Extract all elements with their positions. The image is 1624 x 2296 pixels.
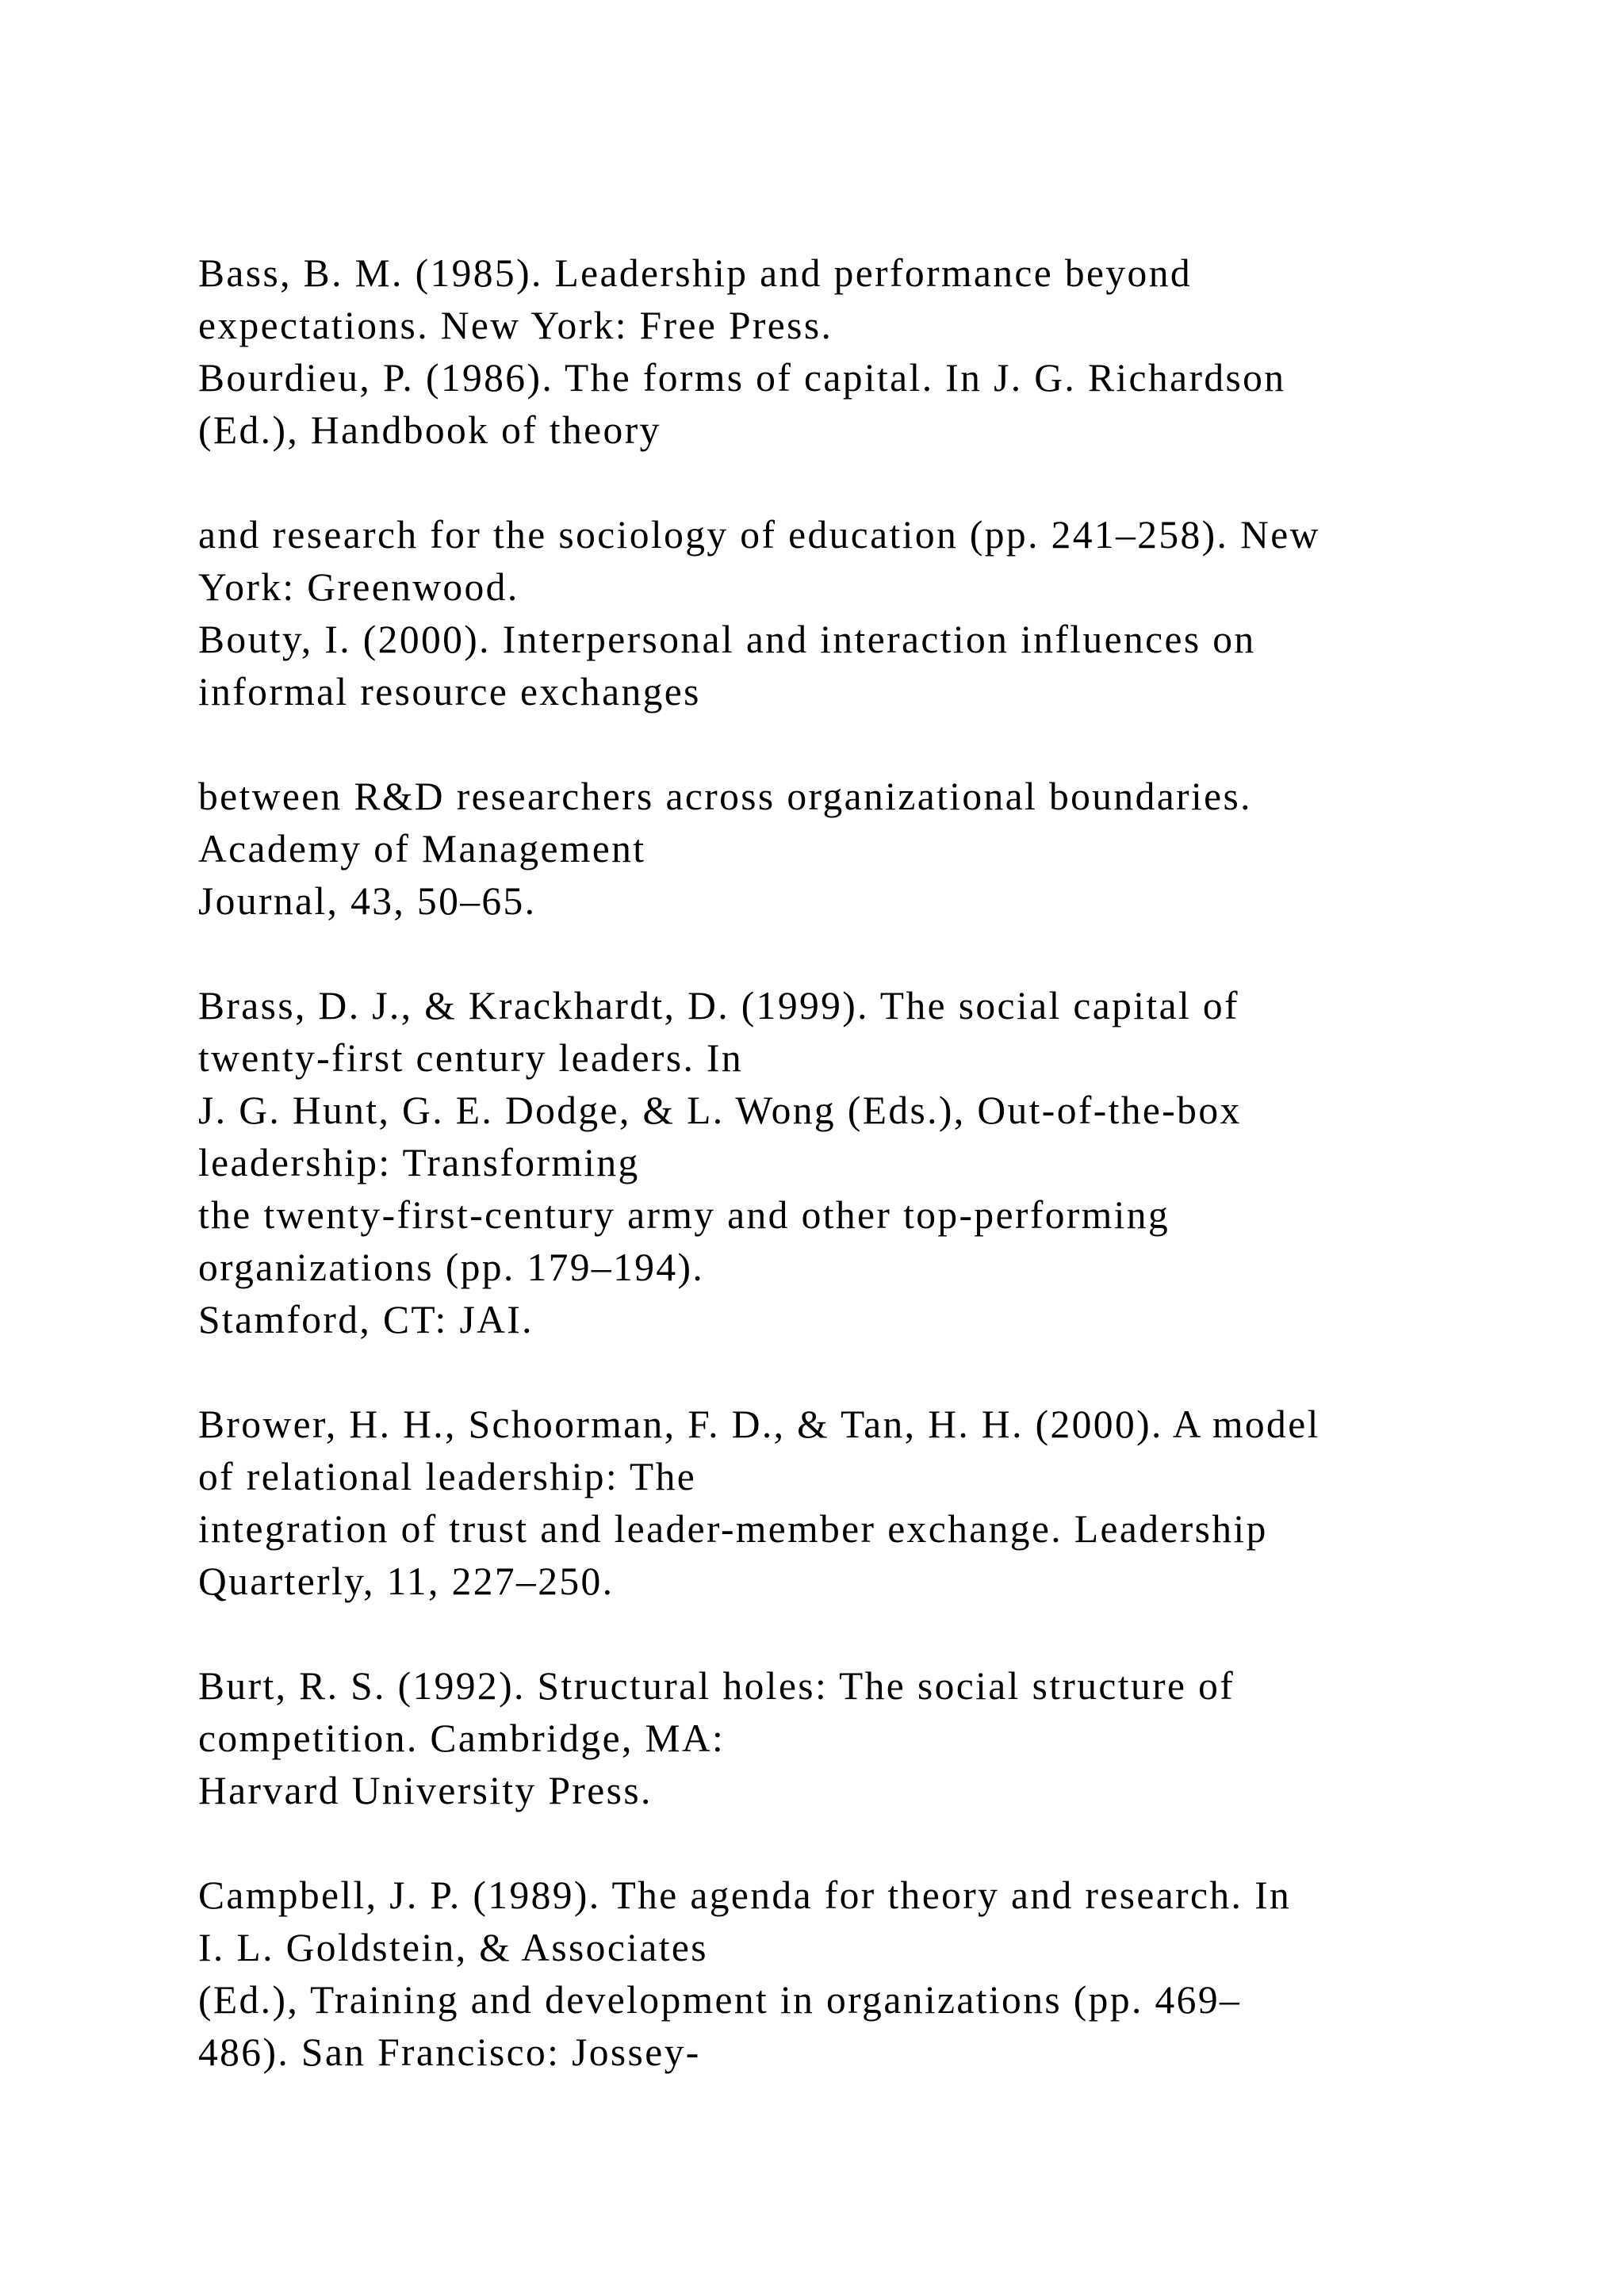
- reference-text-line: (Ed.), Handbook of theory: [198, 408, 661, 452]
- reference-text-line: the twenty-first-century army and other top-performing: [198, 1193, 1170, 1237]
- blank-line: [198, 1817, 1546, 1869]
- reference-text-line: Stamford, CT: JAI.: [198, 1298, 534, 1341]
- reference-text-line: 486). San Francisco: Jossey-: [198, 2030, 701, 2074]
- reference-text-line: between R&D researchers across organizational boundaries.: [198, 775, 1252, 818]
- reference-text-line: Journal, 43, 50–65.: [198, 879, 537, 923]
- reference-text-line: twenty-first century leaders. In: [198, 1036, 744, 1080]
- blank-line: [198, 928, 1546, 980]
- reference-text-line: Bass, B. M. (1985). Leadership and performance beyond: [198, 251, 1193, 295]
- reference-text-line: Brower, H. H., Schoorman, F. D., & Tan, H. H. (2000). A model: [198, 1402, 1320, 1446]
- reference-text-line: leadership: Transforming: [198, 1141, 640, 1184]
- reference-text-line: of relational leadership: The: [198, 1455, 697, 1498]
- reference-text-line: Quarterly, 11, 227–250.: [198, 1559, 615, 1603]
- reference-text-line: Campbell, J. P. (1989). The agenda for theory and research. In: [198, 1873, 1292, 1917]
- reference-text-line: Brass, D. J., & Krackhardt, D. (1999). The social capital of: [198, 984, 1239, 1027]
- reference-text-line: Burt, R. S. (1992). Structural holes: The social structure of: [198, 1664, 1235, 1708]
- reference-text-line: York: Greenwood.: [198, 565, 519, 609]
- reference-text-line: (Ed.), Training and development in organizations (pp. 469–: [198, 1978, 1242, 2022]
- blank-line: [198, 457, 1546, 509]
- reference-text-line: Bourdieu, P. (1986). The forms of capital. In J. G. Richardson: [198, 356, 1286, 400]
- reference-text-line: I. L. Goldstein, & Associates: [198, 1926, 708, 1969]
- blank-line: [198, 1608, 1546, 1660]
- blank-line: [198, 1346, 1546, 1399]
- reference-text-line: integration of trust and leader-member exchange. Leadership: [198, 1507, 1268, 1551]
- reference-text-line: and research for the sociology of education (pp. 241–258). New: [198, 513, 1320, 557]
- reference-list: [198, 247, 1546, 2079]
- reference-text-line: Bouty, I. (2000). Interpersonal and interaction influences on: [198, 618, 1256, 661]
- reference-text-line: competition. Cambridge, MA:: [198, 1716, 726, 1760]
- reference-text-line: Harvard University Press.: [198, 1769, 653, 1812]
- reference-text-line: Academy of Management: [198, 827, 646, 871]
- reference-text-line: expectations. New York: Free Press.: [198, 304, 833, 347]
- blank-line: [198, 718, 1546, 771]
- reference-text-line: J. G. Hunt, G. E. Dodge, & L. Wong (Eds.), Out-of-the-box: [198, 1089, 1242, 1132]
- reference-text-line: informal resource exchanges: [198, 670, 701, 714]
- reference-text-line: organizations (pp. 179–194).: [198, 1246, 705, 1289]
